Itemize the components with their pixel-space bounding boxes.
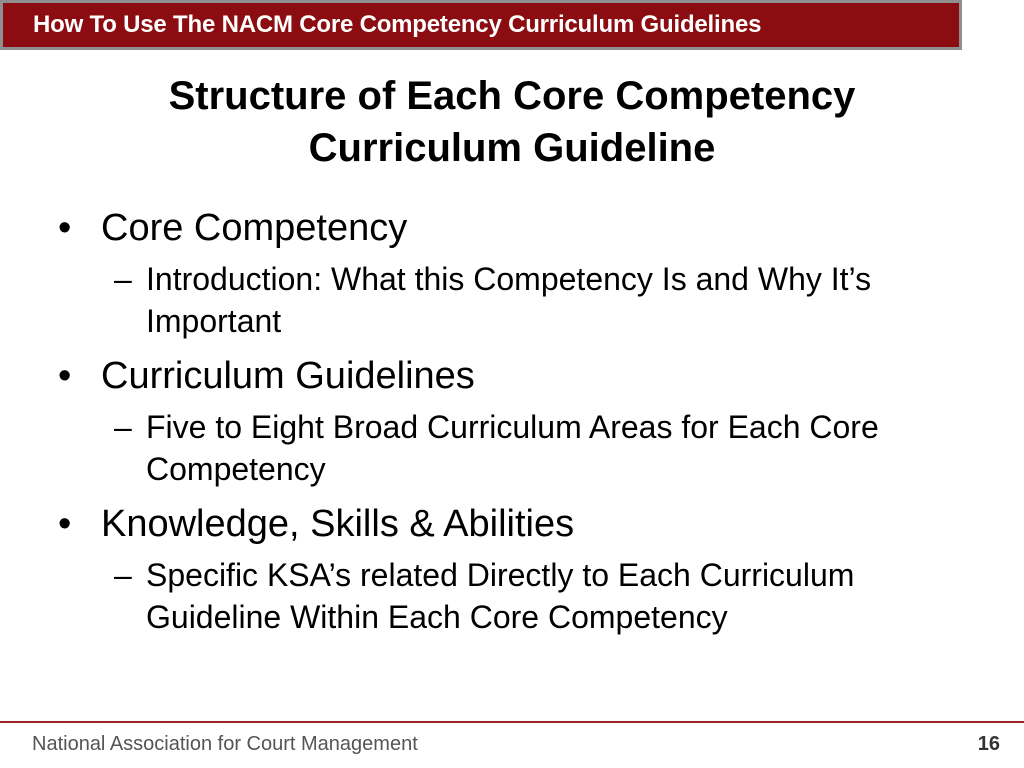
- footer-organization: National Association for Court Management: [32, 733, 418, 755]
- sub-bullet-specific-ksa: [0, 554, 1024, 638]
- bullet-marker: •: [58, 503, 72, 545]
- bullet-ksa: [0, 502, 1024, 546]
- sub-bullet-curriculum-areas: [0, 406, 1024, 490]
- footer-divider: [0, 721, 1024, 723]
- sub-bullet-introduction: [0, 258, 1024, 342]
- page-number: 16: [977, 733, 1000, 755]
- bullet-marker: •: [58, 355, 72, 397]
- sub-bullet-text: Introduction: What this Competency Is and Why It’s Important: [146, 261, 872, 339]
- bullet-curriculum-guidelines: [0, 354, 1024, 398]
- bullet-text: Core Competency: [101, 207, 408, 249]
- bullet-core-competency: [0, 206, 1024, 250]
- slide-title: [0, 70, 1024, 174]
- banner-title: How To Use The NACM Core Competency Curriculum Guidelines: [33, 11, 762, 38]
- bullet-text: Curriculum Guidelines: [101, 355, 475, 397]
- bullet-list: [0, 206, 1024, 638]
- bullet-text: Knowledge, Skills & Abilities: [101, 503, 575, 545]
- sub-bullet-marker: –: [114, 261, 132, 297]
- slide-title-line-1: Structure of Each Core Competency: [168, 74, 856, 118]
- slide-title-line-2: Curriculum Guideline: [308, 126, 716, 170]
- sub-bullet-marker: –: [114, 557, 132, 593]
- sub-bullet-marker: –: [114, 409, 132, 445]
- sub-bullet-text: Five to Eight Broad Curriculum Areas for Each Core Competency: [146, 409, 879, 487]
- header-banner: [0, 0, 962, 50]
- bullet-marker: •: [58, 207, 72, 249]
- sub-bullet-text: Specific KSA’s related Directly to Each Curriculum Guideline Within Each Core Competency: [146, 557, 855, 635]
